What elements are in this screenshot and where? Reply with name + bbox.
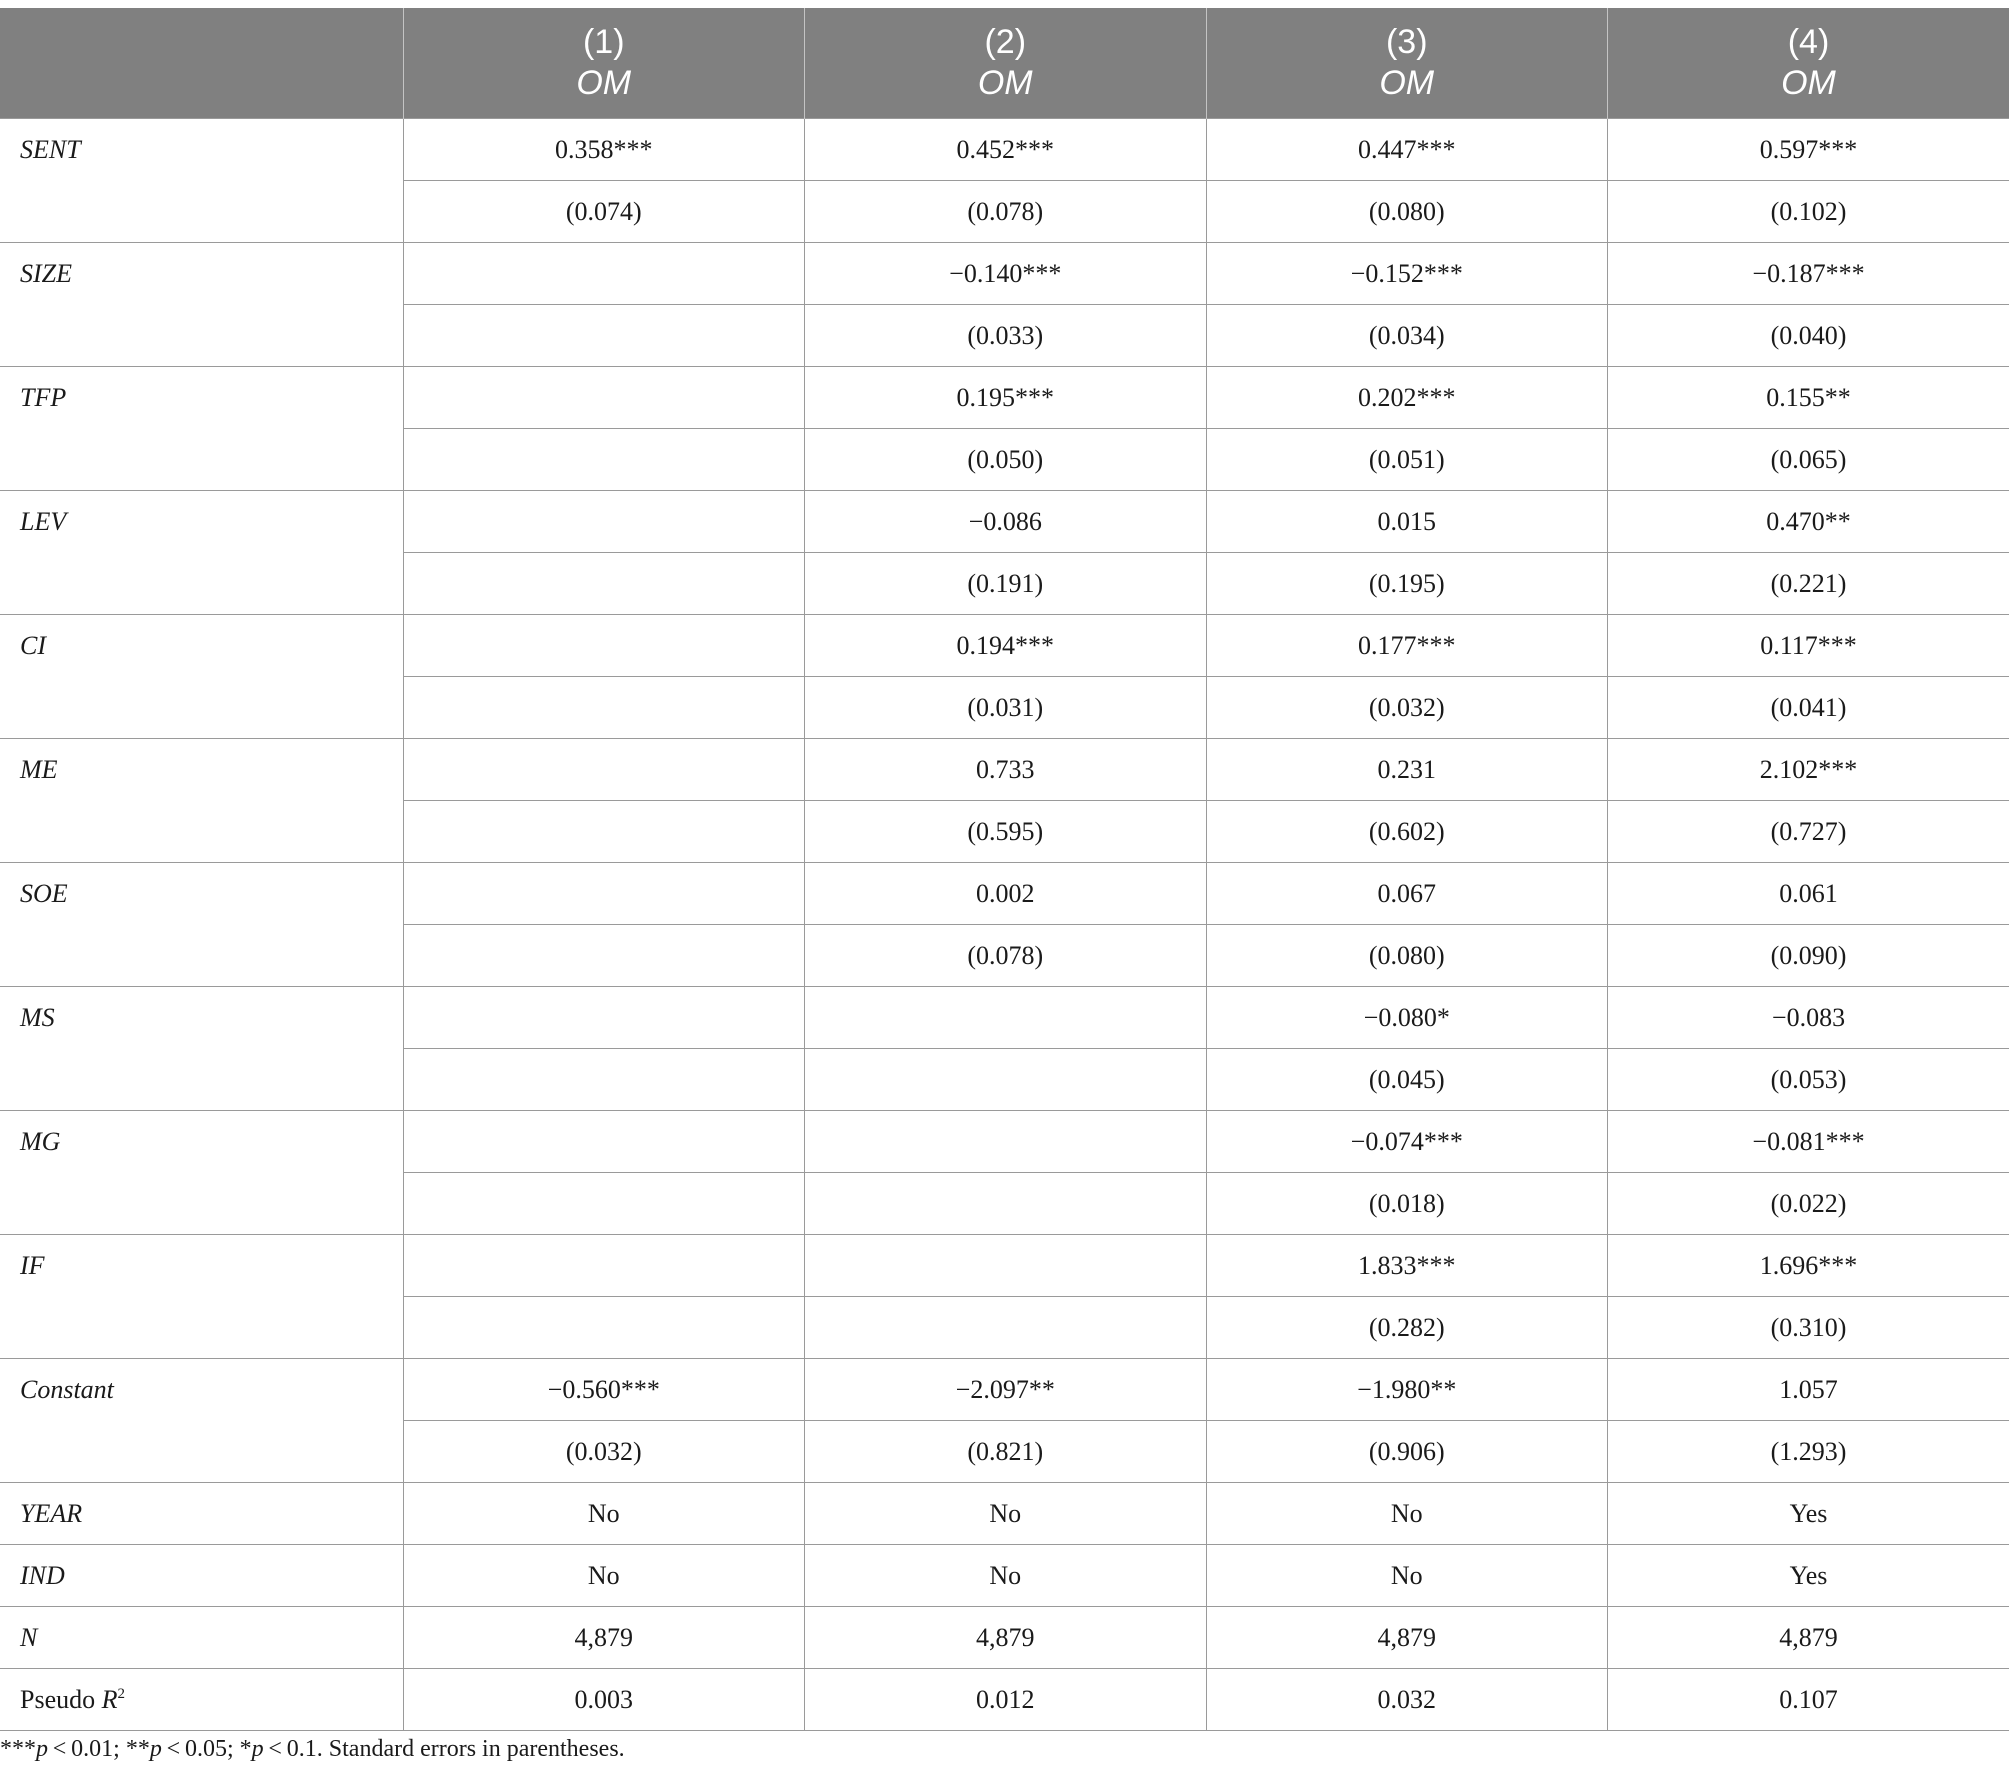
column-header-4	[1608, 8, 2009, 119]
coefficient-cell: 0.231	[1206, 739, 1608, 801]
standard-error-cell	[403, 1173, 805, 1235]
standard-error-cell	[403, 1049, 805, 1111]
variable-label	[0, 987, 403, 1111]
summary-row	[0, 1545, 2009, 1607]
summary-cell: Yes	[1608, 1545, 2009, 1607]
standard-error-cell	[403, 677, 805, 739]
standard-error-cell: (0.065)	[1608, 429, 2009, 491]
standard-error-cell: (0.031)	[805, 677, 1207, 739]
standard-error-cell: (0.090)	[1608, 925, 2009, 987]
stub-header	[0, 8, 403, 119]
coefficient-row	[0, 491, 2009, 553]
standard-error-cell	[403, 925, 805, 987]
variable-name: SIZE	[20, 259, 72, 288]
significance-1-var: p	[36, 1736, 48, 1762]
coefficient-cell: 1.833***	[1206, 1235, 1608, 1297]
pseudo-r2-label-sup: 2	[117, 1685, 126, 1702]
standard-error-cell: (0.032)	[1206, 677, 1608, 739]
coefficient-row	[0, 243, 2009, 305]
summary-cell: 4,879	[805, 1607, 1207, 1669]
coefficient-row	[0, 1359, 2009, 1421]
coefficient-cell: 0.195***	[805, 367, 1207, 429]
coefficient-cell: −2.097**	[805, 1359, 1207, 1421]
column-number: (2)	[984, 23, 1027, 61]
standard-error-cell: (0.050)	[805, 429, 1207, 491]
header-row	[0, 8, 2009, 119]
standard-error-cell: (0.821)	[805, 1421, 1207, 1483]
standard-error-cell: (0.602)	[1206, 801, 1608, 863]
variable-name: TFP	[20, 383, 67, 412]
standard-error-cell: (0.727)	[1608, 801, 2009, 863]
variable-label	[0, 615, 403, 739]
pseudo-r2-label-main: Pseudo	[20, 1684, 102, 1714]
significance-3-var: p	[251, 1736, 264, 1762]
pseudo-r2-cell: 0.003	[403, 1669, 805, 1731]
summary-cell: 4,879	[1608, 1607, 2009, 1669]
summary-label	[0, 1483, 403, 1545]
standard-error-cell: (0.078)	[805, 925, 1207, 987]
standard-error-cell: (0.078)	[805, 181, 1207, 243]
coefficient-cell: −0.152***	[1206, 243, 1608, 305]
coefficient-cell: 0.177***	[1206, 615, 1608, 677]
standard-error-cell: (0.080)	[1206, 925, 1608, 987]
variable-label	[0, 863, 403, 987]
coefficient-row	[0, 739, 2009, 801]
standard-error-cell	[805, 1173, 1207, 1235]
significance-2-text: < 0.05;	[161, 1736, 240, 1762]
coefficient-cell	[403, 491, 805, 553]
coefficient-cell: 0.117***	[1608, 615, 2009, 677]
column-header-2	[805, 8, 1207, 119]
column-number: (3)	[1385, 23, 1428, 61]
standard-error-cell: (0.040)	[1608, 305, 2009, 367]
coefficient-cell: 0.597***	[1608, 119, 2009, 181]
variable-name: MG	[20, 1127, 61, 1156]
standard-error-cell	[403, 801, 805, 863]
standard-error-cell	[805, 1297, 1207, 1359]
standard-error-cell: (0.053)	[1608, 1049, 2009, 1111]
coefficient-cell	[403, 243, 805, 305]
coefficient-cell: −0.074***	[1206, 1111, 1608, 1173]
variable-name: LEV	[20, 507, 67, 536]
coefficient-cell	[403, 987, 805, 1049]
pseudo-r2-label	[0, 1669, 403, 1731]
standard-error-cell: (0.051)	[1206, 429, 1608, 491]
table-body	[0, 119, 2009, 1731]
standard-error-cell: (0.191)	[805, 553, 1207, 615]
standard-error-cell: (1.293)	[1608, 1421, 2009, 1483]
pseudo-r2-row	[0, 1669, 2009, 1731]
variable-label	[0, 491, 403, 615]
variable-label	[0, 739, 403, 863]
coefficient-cell: 0.194***	[805, 615, 1207, 677]
standard-error-cell	[403, 429, 805, 491]
summary-cell: No	[805, 1545, 1207, 1607]
coefficient-row	[0, 1235, 2009, 1297]
variable-name: IF	[20, 1251, 45, 1280]
variable-name: Constant	[20, 1375, 114, 1404]
significance-1-text: < 0.01;	[48, 1736, 126, 1762]
standard-error-cell: (0.045)	[1206, 1049, 1608, 1111]
summary-cell: No	[1206, 1483, 1608, 1545]
variable-name: MS	[20, 1003, 55, 1032]
summary-row	[0, 1607, 2009, 1669]
coefficient-cell	[403, 863, 805, 925]
variable-label	[0, 1359, 403, 1483]
coefficient-cell: 2.102***	[1608, 739, 2009, 801]
coefficient-row	[0, 987, 2009, 1049]
coefficient-cell: −0.083	[1608, 987, 2009, 1049]
coefficient-cell: −0.560***	[403, 1359, 805, 1421]
regression-results-table	[0, 8, 2009, 1731]
column-header-1	[403, 8, 805, 119]
dependent-variable: OM	[576, 64, 632, 102]
significance-2-var: p	[149, 1736, 162, 1762]
coefficient-row	[0, 1111, 2009, 1173]
summary-cell: No	[403, 1483, 805, 1545]
coefficient-cell: 0.452***	[805, 119, 1207, 181]
standard-error-cell: (0.022)	[1608, 1173, 2009, 1235]
coefficient-cell: 0.061	[1608, 863, 2009, 925]
standard-error-cell: (0.102)	[1608, 181, 2009, 243]
summary-label	[0, 1607, 403, 1669]
standard-error-cell: (0.282)	[1206, 1297, 1608, 1359]
column-number: (1)	[582, 23, 625, 61]
coefficient-cell: 0.002	[805, 863, 1207, 925]
coefficient-cell: 0.470**	[1608, 491, 2009, 553]
coefficient-cell: 0.733	[805, 739, 1207, 801]
summary-name: N	[20, 1622, 38, 1652]
standard-error-cell	[403, 1297, 805, 1359]
coefficient-row	[0, 367, 2009, 429]
coefficient-cell: −0.081***	[1608, 1111, 2009, 1173]
coefficient-cell: −0.080*	[1206, 987, 1608, 1049]
variable-label	[0, 1111, 403, 1235]
coefficient-cell	[403, 367, 805, 429]
standard-error-cell: (0.034)	[1206, 305, 1608, 367]
coefficient-row	[0, 119, 2009, 181]
dependent-variable: OM	[977, 64, 1033, 102]
coefficient-cell: −1.980**	[1206, 1359, 1608, 1421]
summary-cell: 4,879	[1206, 1607, 1608, 1669]
standard-error-cell: (0.074)	[403, 181, 805, 243]
significance-2-symbol: **	[125, 1736, 150, 1762]
summary-label	[0, 1545, 403, 1607]
coefficient-cell	[805, 987, 1207, 1049]
significance-3-symbol: *	[239, 1736, 252, 1762]
summary-cell: No	[805, 1483, 1207, 1545]
standard-error-cell	[805, 1049, 1207, 1111]
standard-error-cell: (0.033)	[805, 305, 1207, 367]
coefficient-row	[0, 615, 2009, 677]
summary-name: IND	[20, 1560, 65, 1590]
summary-name: YEAR	[20, 1498, 83, 1528]
significance-3-text: < 0.1. Standard errors in parentheses.	[263, 1736, 625, 1762]
summary-cell: 4,879	[403, 1607, 805, 1669]
column-header-3	[1206, 8, 1608, 119]
coefficient-cell: 1.057	[1608, 1359, 2009, 1421]
coefficient-cell: 0.155**	[1608, 367, 2009, 429]
pseudo-r2-label-var: R	[101, 1684, 118, 1714]
table-footnote	[0, 1736, 625, 1763]
standard-error-cell: (0.041)	[1608, 677, 2009, 739]
coefficient-cell: 0.358***	[403, 119, 805, 181]
variable-label	[0, 367, 403, 491]
coefficient-cell	[805, 1235, 1207, 1297]
variable-name: SENT	[20, 135, 81, 164]
coefficient-cell: 0.015	[1206, 491, 1608, 553]
standard-error-cell: (0.080)	[1206, 181, 1608, 243]
standard-error-cell: (0.595)	[805, 801, 1207, 863]
summary-row	[0, 1483, 2009, 1545]
standard-error-cell	[403, 553, 805, 615]
coefficient-cell: 0.447***	[1206, 119, 1608, 181]
coefficient-cell: −0.086	[805, 491, 1207, 553]
coefficient-cell	[403, 739, 805, 801]
coefficient-cell	[805, 1111, 1207, 1173]
coefficient-cell	[403, 615, 805, 677]
variable-label	[0, 119, 403, 243]
standard-error-cell	[403, 305, 805, 367]
coefficient-cell: −0.187***	[1608, 243, 2009, 305]
summary-cell: No	[1206, 1545, 1608, 1607]
standard-error-cell: (0.906)	[1206, 1421, 1608, 1483]
significance-1-symbol: ***	[0, 1736, 36, 1762]
summary-cell: Yes	[1608, 1483, 2009, 1545]
standard-error-cell: (0.018)	[1206, 1173, 1608, 1235]
variable-name: CI	[20, 631, 46, 660]
coefficient-cell: 0.202***	[1206, 367, 1608, 429]
pseudo-r2-cell: 0.107	[1608, 1669, 2009, 1731]
coefficient-cell	[403, 1235, 805, 1297]
standard-error-cell: (0.221)	[1608, 553, 2009, 615]
coefficient-cell: 1.696***	[1608, 1235, 2009, 1297]
variable-name: SOE	[20, 879, 68, 908]
dependent-variable: OM	[1379, 64, 1435, 102]
dependent-variable: OM	[1781, 64, 1836, 102]
variable-label	[0, 243, 403, 367]
variable-label	[0, 1235, 403, 1359]
standard-error-cell: (0.032)	[403, 1421, 805, 1483]
pseudo-r2-cell: 0.032	[1206, 1669, 1608, 1731]
column-number: (4)	[1787, 23, 1830, 61]
pseudo-r2-cell: 0.012	[805, 1669, 1207, 1731]
coefficient-cell: −0.140***	[805, 243, 1207, 305]
standard-error-cell: (0.195)	[1206, 553, 1608, 615]
table-header	[0, 8, 2009, 119]
standard-error-cell: (0.310)	[1608, 1297, 2009, 1359]
summary-cell: No	[403, 1545, 805, 1607]
coefficient-cell	[403, 1111, 805, 1173]
coefficient-cell: 0.067	[1206, 863, 1608, 925]
coefficient-row	[0, 863, 2009, 925]
variable-name: ME	[20, 755, 58, 784]
